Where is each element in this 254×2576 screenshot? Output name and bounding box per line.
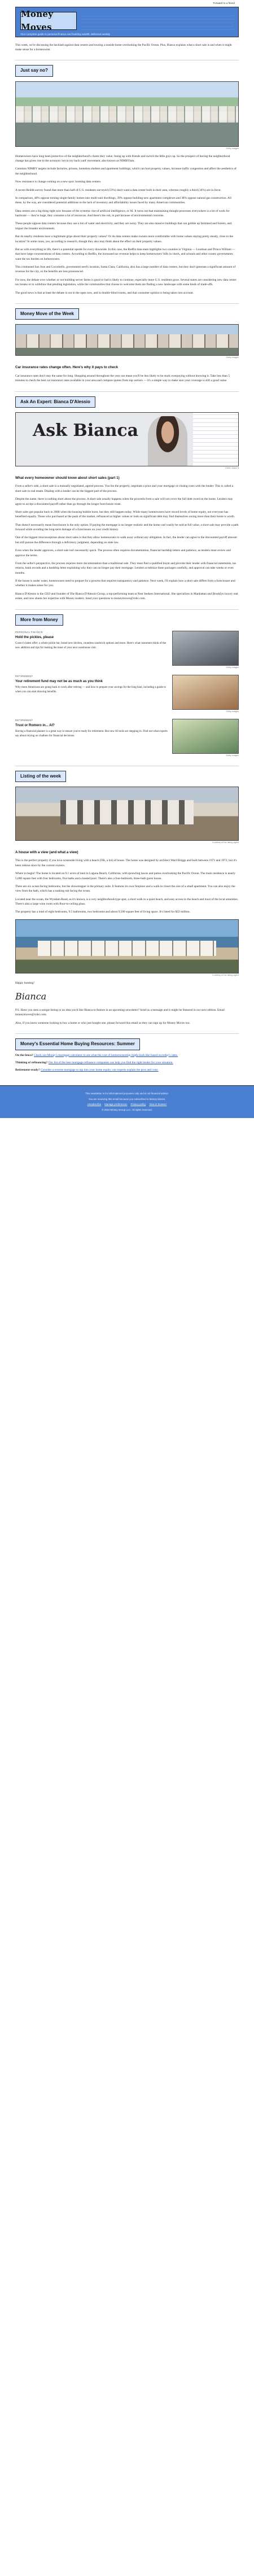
news-item[interactable] — [15, 719, 239, 758]
image-credit: Courtesy of the listing agent — [212, 973, 239, 976]
news-list — [15, 631, 239, 758]
paragraph: The property has a total of eight bedrooms, 9.5 bathrooms, two bedrooms and about 9,500 square feet of living space. It's listed for $22 million. — [15, 910, 190, 914]
paragraph: Homeowners have long been protective of the neighborhood's charm they value, lining up with friends and switch the little guys up. So the prospect of having the neighborhood change has given rise to the acronym 'not in my back yard' movement, also known as NIMBYism. — [15, 154, 230, 163]
postscript-2: Also, if you know someone looking to buy a home or who just bought one, please forward this email so they can sign up for Money Moves too. — [15, 1021, 190, 1025]
paragraph: This is the perfect property if you love oceanside living with a beach (OK, a lot) of house. The home was designed by architect Ward Briggs and built between 1971 and 1972, but it's been redone since by the current owners. — [15, 859, 237, 867]
resource-link[interactable]: Check out Money's mortgage calculator to see what the cost of homeownership might look like based on today's rates. — [34, 1053, 178, 1057]
resource-list — [15, 1053, 239, 1073]
paragraph: Even when the lender approves, a short sale isn't necessarily quick. The process often requires documentation, financial hardship letters and patience, as lenders must review and approve the terms. — [15, 549, 231, 557]
paragraph: For now, the debate over whether or not building server farms is good or bad is likely to continue, especially more U.S. residents grow. Several states are considering new data center tax breaks or to withdraw that pending legislation, while the communities that choose to welcome them are finding a new landscape with some kinds of trade-offs. — [15, 278, 237, 287]
paragraph: Despite the name, there is nothing short about the process. A short sale usually happens when the proceeds from a sale will not cover the full debt owed on the home. Lenders may agree to accept a discounted payoff rather than go through the longer foreclosure route. — [15, 497, 233, 506]
image-credit: Getty Images — [226, 754, 239, 757]
listing-headline: A house with a view (and what a view) — [15, 850, 78, 854]
banner-pattern — [193, 413, 238, 466]
paragraph: If the house is under water, homeowners need to prepare for a process that requires transparency and patience. Next week, I'll explain how a short sale differs from a foreclosure and whether it makes sense for you. — [15, 579, 235, 588]
paragraph: From a seller's side, a short sale is a mutually negotiated, agreed process. You list the property, negotiate a price and your mortgage or closing costs with the lender. This is called a short sale in real estate. Dealing with a lender can be the biggest part of the process. — [15, 484, 234, 493]
paragraph: These people oppose data centers because they use a ton of water and electricity, and they are noisy. They are also massive buildings that can gobble up farmland and forests, and impact the broader environment. — [15, 222, 232, 230]
forward-link[interactable]: Forward to a friend — [213, 2, 235, 5]
section-title: Ask An Expert: Bianca D'Alessio — [15, 396, 95, 408]
paragraph: That doesn't necessarily mean foreclosure is the only option. If paying the mortgage is no longer realistic and the home can't easily be sold at full value, a short sale may provide a path forward while avoiding the long-term damage of a foreclosure on your credit history. — [15, 523, 239, 532]
closing-text: Happy hunting! — [15, 981, 34, 985]
paragraph: Car insurance rates don't stay the same for long. Shopping around throughout the year can mean you'll be less likely to be stuck overpaying without knowing it. Take less than 5 minutes to check the best car insurance rates available in your area and compare quotes from top carriers — it's a simple way to make sure your coverage is still a good value. — [15, 374, 230, 383]
paragraph: There are six ocean-facing bedrooms, but the showstopper is the primary suite. It features its own fireplace and a walk-in closet the size of a small apartment. You can also enjoy the view from the bath, which has a soaking tub facing the ocean. — [15, 884, 235, 893]
newsletter — [15, 2, 239, 1073]
image-credit: Getty Images — [226, 356, 239, 359]
paragraph: From the seller's perspective, the process requires more documentation than a traditional sale. They must find a qualified buyer and provide their lender with financial statements, tax returns, bank records and a hardship letter explaining why they can no longer pay their mortgage. Lenders scrutinize these packages carefully, and approval can take weeks or even months. — [15, 561, 237, 575]
section-title: Listing of the week — [15, 771, 66, 782]
logo-text: Money Moves — [21, 8, 54, 32]
news-headline[interactable]: Trust or Romero in... AI? — [15, 723, 55, 727]
section-resources — [15, 1033, 239, 1073]
image-credit: Getty Images — [226, 710, 239, 713]
listing-photo-2[interactable] — [15, 919, 239, 973]
resource-label: On the fence? — [15, 1053, 33, 1057]
news-description: Costco's latest offer: a whole pickle bar, brand new kitchen, countless sandwich options and more. Here's what customers think of the new addition and tips for making the most of your next warehouse visit. — [15, 642, 167, 649]
footer-subscription-note: You are receiving this email because you subscribed to Money Moves. — [88, 1097, 166, 1101]
news-headline[interactable]: Hold the pickles, please — [15, 635, 54, 639]
section-ask-expert — [15, 391, 239, 601]
section-money-move — [15, 303, 239, 383]
image-credit: Courtesy of the listing agent — [212, 841, 239, 844]
section-title: Money Move of the Week — [15, 308, 79, 320]
section-body — [15, 374, 239, 383]
footer-link[interactable]: Privacy policy — [130, 1103, 146, 1106]
question-headline: What every homeowner should know about short sales (part 1) — [15, 475, 120, 480]
news-image-wrap — [172, 631, 239, 670]
paragraph: Where to begin? The home is located on 9.1 acres of land in Laguna Beach, California, with sprawling lawns and patios overlooking the Pacific Ocean. The main residence is nearly 5,000 square feet with four bedrooms, five baths and a heated pool. There's also a four-bedroom, three-bath guest house. — [15, 872, 236, 880]
resource-item — [15, 1053, 239, 1058]
masthead-pattern — [81, 13, 234, 31]
section-body — [15, 484, 239, 601]
news-thumbnail[interactable] — [172, 675, 239, 710]
resource-label: Retirement-ready? — [15, 1068, 40, 1072]
news-category: RETIREMENT — [15, 718, 33, 722]
resource-item — [15, 1060, 239, 1065]
news-category: RETIREMENT — [15, 674, 33, 678]
paragraph: In comparison, 48% oppose turning single-family homes into multi-unit dwellings, 39% oppose building new apartment complexes and 38% oppose natural gas construction. All these, by the way, are considered potential additions to the lack of inventory and affordability issues faced by many American communities. — [15, 196, 231, 205]
news-item[interactable] — [15, 675, 239, 714]
paragraph: This contrasted San Jose and Cocodrello, government nerd's location, Santa Clara, California, also has a large number of data centers, but they don't generate a significant amount of revenue for the city, so the benefits are less pronounced. — [15, 265, 236, 274]
footer-link[interactable]: Unsubscribe — [87, 1103, 102, 1106]
article-headline: Car insurance rates change often. Here's why it pays to check — [15, 365, 119, 370]
paragraph: The good news is that at least the debate is out in the open now, and in double-blind rooms, and that consumer opinion is being taken into account. — [15, 291, 194, 295]
section-listing — [15, 766, 239, 1026]
paragraph: But as with everything in life, there's a potential upside for every downside. In this case, the Redfin data team highlights two counties in Virginia — Loudoun and Prince William — that have large concentrations of data centers. According to Redfin, the increased tax revenue helps to keep homeowners' bills in check, and schools and other county governments want the tax burden on homeowners. — [15, 247, 235, 261]
paragraph: Common NIMBY targets include factories, prisons, homeless shelters and apartment buildings, which can hurt property values, increase traffic congestion and affect the aesthetics of the neighborhood. — [15, 167, 237, 176]
resource-link[interactable]: Our list of the best mortgage refinance companies can help you find the right lender for your situation. — [48, 1060, 173, 1064]
masthead — [15, 2, 239, 37]
section-just-say-no — [15, 60, 239, 295]
section-more-from-money — [15, 609, 239, 758]
car-insurance-image — [15, 324, 239, 356]
paragraph: Bianca D'Alessio is the CEO and founder of The Bianca D'Alessio Group, a top-performing team at Nest Seekers International. She specializes in Manhattan and Brooklyn luxury real estate, and now shares her expertise with Money readers. Send your questions to moneymoves@cnbc.com. — [15, 592, 238, 601]
news-text — [15, 719, 168, 758]
money-moves-logo[interactable] — [20, 8, 77, 32]
resource-label: Thinking of refinancing? — [15, 1060, 48, 1064]
footer — [0, 1085, 254, 1118]
section-title: More from Money — [15, 614, 63, 626]
signature: Bianca — [15, 991, 47, 1002]
news-thumbnail[interactable] — [172, 719, 239, 754]
paragraph: Located near the ocean, the Wyndam Road, as it's known, is a very neighborhood-type spot, a short walk to a quiet beach, and easy access to the beach and most of the local amenities. There's also a large wine room with floor-to-ceiling glass. — [15, 897, 238, 906]
news-description: Why more Americans are going back to work after retiring — and how to prepare your savings for the long haul, including a guide to when you can start drawing benefits. — [15, 686, 167, 693]
neighborhood-aerial-image — [15, 81, 239, 147]
image-credit: Getty Images — [226, 666, 239, 669]
banner-text: Ask Bianca — [33, 420, 139, 440]
listing-photo-1[interactable] — [15, 787, 239, 841]
news-text — [15, 631, 168, 670]
news-text — [15, 675, 168, 714]
news-image-wrap — [172, 719, 239, 758]
section-body — [15, 858, 239, 914]
tagline: Your complete guide to personal finance and building wealth, delivered weekly — [20, 33, 110, 36]
paragraph: Short sales got popular back in 2008 when the housing bubble burst, but they still happen today. While many homeowners have record levels of home equity, not everyone has benefited equally. Those who purchased at the peak of the market, refinanced at higher values or took on significant debt may find themselves owing more than their home is worth. — [15, 510, 235, 519]
footer-links — [6, 1103, 248, 1107]
bianca-portrait — [148, 416, 187, 466]
resource-item — [15, 1068, 239, 1072]
image-credit: CNBC Make It — [225, 466, 239, 469]
footer-link[interactable]: Manage preferences — [104, 1103, 128, 1106]
image-credit: Getty Images — [226, 147, 239, 150]
paragraph: Data centers are a big thing right now because of the systemic rise of artificial intelligence, or AI. It turns out that maintaining thought processes everywhere is a lot of work for hardware — they're huge, they consume a lot of resources. And there's the rub, in part because of environmental concerns. — [15, 209, 230, 218]
news-headline[interactable]: Your retirement fund may not be as much as you think — [15, 679, 103, 683]
footer-link[interactable]: View in browser — [149, 1103, 167, 1106]
postscript: P.S. Have you seen a unique listing or an idea you'd like Bianca to feature in an upcoming newsletter? Send us a message and it might be featured in our next edition. Email moneymoves@cnbc.com. — [15, 1008, 225, 1017]
footer-copyright: © 2024 Money Group LLC. All rights reserved. — [102, 1108, 152, 1112]
paragraph: A recent Reddit survey found that more than half of U.S. residents surveyed (53%) don't want a data center built in their area, whereas roughly a third (34%) are in favor. — [15, 188, 222, 192]
section-body — [15, 154, 239, 295]
resource-link[interactable]: Consider a reverse mortgage to tap into your home equity; our experts explain the pros and cons. — [40, 1068, 159, 1072]
news-description: Having a financial planner is a great way to ensure you're ready for retirement. But now AI tools are stepping in. Find out what experts say about relying on chatbots for financial decisions. — [15, 730, 168, 737]
intro-text: This week, we're discussing the backlash against data centers and touring a seaside home overlooking the Pacific Ocean. Plus, Bianca explains what a short sale is and when it might make sense for a homeowner. — [15, 43, 232, 52]
paragraph: But do nearby residents have a legitimate gripe about their property values? Or do data centers make owners more comfortable with home values staying pretty steady, close to the location? In some cases, yes, according to research, though they also may think about the effect on their property values. — [15, 235, 234, 243]
paragraph: One of the biggest misconceptions about short sales is that they allow homeowners to walk away without any obligation. In fact, the lender can agree to the discounted payoff amount but still pursue the difference through a deficiency judgment, depending on state law. — [15, 536, 237, 544]
paragraph: Now resistance is change coming on a new spot: looming data centers. — [15, 180, 102, 184]
footer-disclaimer: This newsletter is for informational purposes only and is not financial advice. — [85, 1091, 169, 1095]
ask-bianca-banner — [15, 412, 239, 466]
section-title: Just say no? — [15, 65, 53, 76]
news-item[interactable] — [15, 631, 239, 670]
section-title: Money's Essential Home Buying Resources: Summer — [15, 1038, 140, 1050]
news-category: PERSONAL FINANCE — [15, 630, 43, 634]
news-thumbnail[interactable] — [172, 631, 239, 666]
news-image-wrap — [172, 675, 239, 714]
